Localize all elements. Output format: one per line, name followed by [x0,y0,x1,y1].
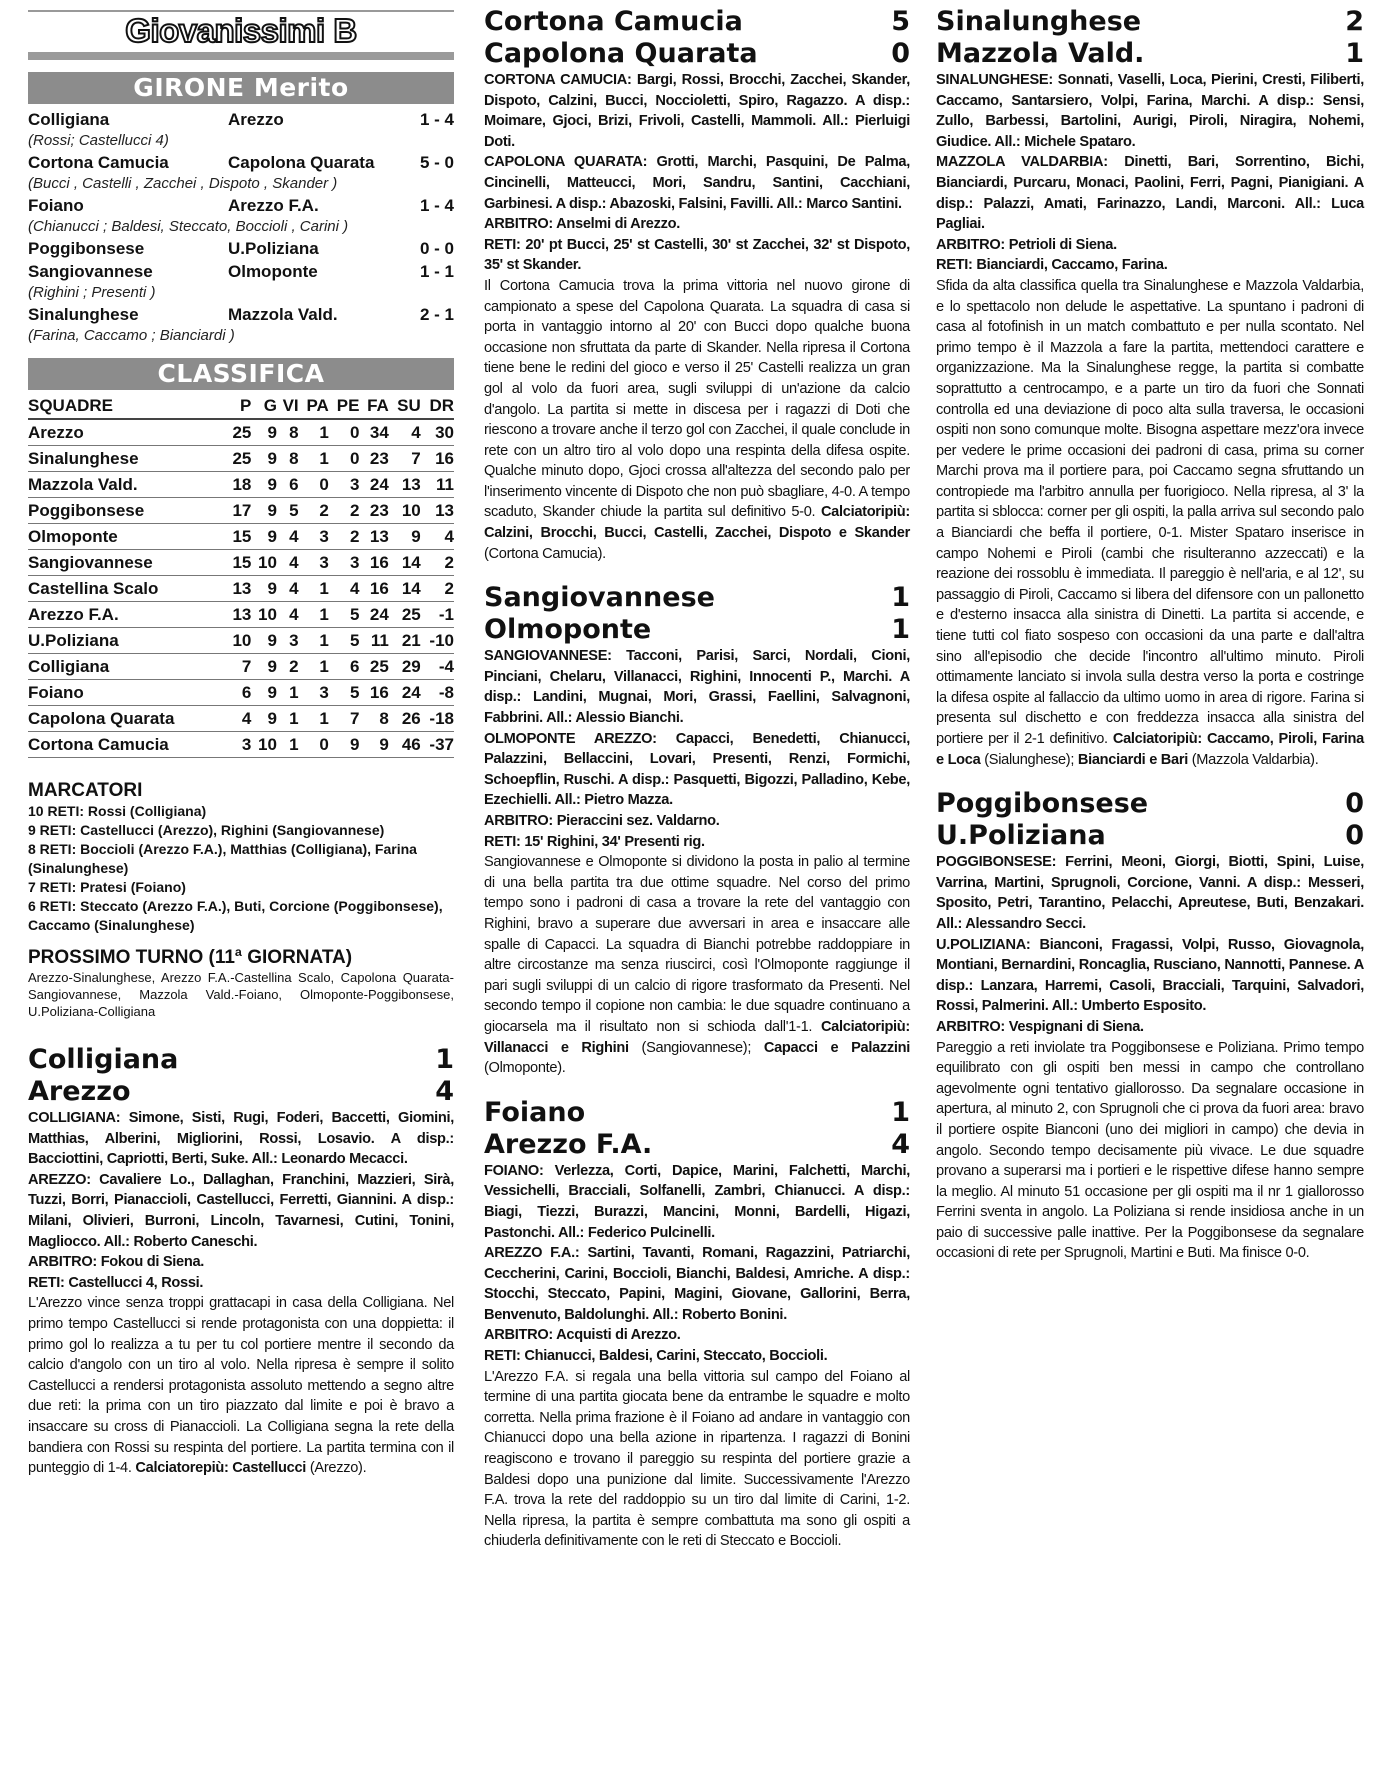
match-home-line: Cortona Camucia 5 [484,6,910,37]
lineup-away: U.POLIZIANA: Bianconi, Fragassi, Volpi, Russo, Giovagnola, Montiani, Bernardini, Roncaglia, Rusciano, Nannotti, Pannese. A disp.: Lanzara, Harremi, Casoli, Bracciali, Tarquini, Salvadori, Rossi, Palmerini. All.: Umberto Esposito. [936,936,1364,1015]
standings-value: 30 [421,419,454,446]
reti: RETI: Castellucci 4, Rossi. [28,1274,204,1291]
arbitro: ARBITRO: Anselmi di Arezzo. [484,216,680,233]
standings-value: 5 [329,602,360,628]
reti: RETI: Chianucci, Baldesi, Carini, Steccato, Boccioli. [484,1348,828,1365]
standings-value: 1 [277,706,299,732]
standings-value: 0 [299,732,329,758]
standings-value: 5 [329,680,360,706]
result-row: Colligiana Arezzo 1 - 4 [28,109,454,129]
standings-value: 1 [299,602,329,628]
standings-row [28,419,454,446]
standings-team: Castellina Scalo [28,576,226,602]
girone-heading: GIRONE Merito [28,72,454,104]
column-left [28,0,454,1479]
standings-team: Olmoponte [28,524,226,550]
results-list [28,108,454,346]
lineup-home: COLLIGIANA: Simone, Sisti, Rugi, Foderi, Baccetti, Giomini, Matthias, Alberini, Migliorini, Rossi, Losavio. A disp.: Bacciottini, Capriotti, Berti, Suke. All.: Leonardo Mecacci. [28,1110,454,1168]
match-report: Il Cortona Camucia trova la prima vittoria nel nuovo girone di campionato a spese del Capolona Quarata. La squadra di casa si porta in vantaggio intorno al 20' con Bucci dopo qualche buona occasione non sfruttata da parte di Skander. Nella ripresa il Cortona tiene bene le redini del gioco e verso il 25' Castelli realizza un gran gol al volo da fuori area, sugli sviluppi di un'azione da calcio d'angolo. La partita si mette in discesa per i ragazzi di Doti che riescono a trovare anche il terzo gol con Zacchei, il quale conclude in rete con un altro tiro al volo dopo una respinta della difesa ospite. Qualche minuto dopo, Gjoci crossa all'altezza del secondo palo per l'inserimento vincente di Dispoto che non può sbagliare, 4-0. A tempo scaduto, Skander chiude la partita sul definitivo 5-0. Calciatoripiù: Calzini, Brocchi, Bucci, Castelli, Zacchei, Dispoto e Skander (Cortona Camucia). [484,277,910,562]
standings-value: 10 [251,602,277,628]
standings-value: 1 [299,446,329,472]
standings-value: 9 [251,654,277,680]
match-home-line: Sinalunghese 2 [936,6,1364,37]
marcatori-line: 6 RETI: Steccato (Arezzo F.A.), Buti, Corcione (Poggibonsese), Caccamo (Sinalunghese) [28,898,443,933]
result-row: Sinalunghese Mazzola Vald. 2 - 1 [28,304,454,324]
standings-team: Mazzola Vald. [28,472,226,498]
standings-value: -4 [421,654,454,680]
match-away-line: Olmoponte 1 [484,614,910,646]
page-title: Giovanissimi B [28,10,454,50]
prossimo-turno-text: Arezzo-Sinalunghese, Arezzo F.A.-Castellina Scalo, Capolona Quarata-Sangiovannese, Mazzola Vald.-Foiano, Olmoponte-Poggibonsese, U.Poliziana-Colligiana [28,970,454,1019]
result-scorers: (Chianucci ; Baldesi, Steccato, Boccioli , Carini ) [28,218,349,235]
standings-value: 9 [251,498,277,524]
standings-value: 3 [226,732,252,758]
standings-row [28,628,454,654]
column-middle [484,0,910,1552]
arbitro: ARBITRO: Petrioli di Siena. [936,236,1117,253]
standings-team: Sangiovannese [28,550,226,576]
standings-value: 9 [251,706,277,732]
standings-value: 8 [277,446,299,472]
standings-team: Poggibonsese [28,498,226,524]
lineup-away: MAZZOLA VALDARBIA: Dinetti, Bari, Sorrentino, Bichi, Bianciardi, Purcaru, Monaci, Paolini, Ferri, Pagni, Pianigiani. A disp.: Palazzi, Amati, Farinazzo, Landi, Marconi. All.: Luca Pagliai. [936,154,1364,233]
standings-value: 9 [359,732,388,758]
standings-team: U.Poliziana [28,628,226,654]
marcatori-title: MARCATORI [28,780,143,801]
standings-value: 10 [251,550,277,576]
standings-value: 9 [251,628,277,654]
standings-value: 13 [226,576,252,602]
standings-value: 1 [277,680,299,706]
standings-value: 25 [226,446,252,472]
standings-value: 5 [329,628,360,654]
standings-value: 16 [421,446,454,472]
standings-value: 15 [226,524,252,550]
standings-value: 8 [359,706,388,732]
match-away-line: U.Poliziana 0 [936,820,1364,852]
standings-value: 9 [251,680,277,706]
standings-value: 0 [329,446,360,472]
standings-value: 8 [277,419,299,446]
standings-team: Cortona Camucia [28,732,226,758]
standings-value: -18 [421,706,454,732]
standings-value: 24 [359,472,388,498]
classifica-heading: CLASSIFICA [28,358,454,390]
title-band [28,52,454,60]
standings-value: 9 [389,524,421,550]
match-foiano-arezzofa [484,1097,910,1552]
standings-value: 17 [226,498,252,524]
standings-team: Arezzo [28,419,226,446]
standings-value: 3 [277,628,299,654]
standings-row [28,550,454,576]
match-report: L'Arezzo vince senza troppi grattacapi in casa della Colligiana. Nel primo tempo Castellucci si rende protagonista con una doppietta: il primo gol lo realizza a tu per tu col portiere mentre il secondo da calcio d'angolo con un tiro al volo. Nella ripresa è sempre il solito Castellucci a rendersi protagonista assoluto mettendo a segno altre due reti: la prima con un tiro piazzato dal limite e poi è bravo a insaccare su cross di Pianaccioli. La Colligiana segna la rete della bandiera con Rossi su respinta del portiere. La partita termina con il punteggio di 1-4. Calciatorepiù: Castellucci (Arezzo). [28,1295,454,1477]
standings-value: 7 [389,446,421,472]
standings-value: 11 [421,472,454,498]
standings-row [28,654,454,680]
match-home-line: Sangiovannese 1 [484,582,910,614]
standings-value: 1 [299,654,329,680]
standings-value: 1 [299,628,329,654]
standings-value: 1 [277,732,299,758]
marcatori-line: 7 RETI: Pratesi (Foiano) [28,879,186,895]
standings-value: 13 [389,472,421,498]
arbitro: ARBITRO: Acquisti di Arezzo. [484,1327,681,1344]
standings-table [28,394,454,758]
lineup-home: CORTONA CAMUCIA: Bargi, Rossi, Brocchi, Zacchei, Skander, Dispoto, Calzini, Bucci, Noccioletti, Spiro, Ragazzo. A disp.: Moimare, Gjoci, Brizi, Frivoli, Castelli, Mammoli. All.: Pierluigi Doti. [484,72,910,150]
standings-value: 4 [277,524,299,550]
standings-value: 13 [359,524,388,550]
standings-value: 29 [389,654,421,680]
standings-value: 10 [251,732,277,758]
standings-value: 9 [251,576,277,602]
standings-value: 1 [299,419,329,446]
standings-value: 46 [389,732,421,758]
standings-row [28,446,454,472]
standings-team: Arezzo F.A. [28,602,226,628]
standings-value: 13 [421,498,454,524]
match-away-line: Arezzo 4 [28,1076,454,1107]
standings-value: 3 [329,472,360,498]
standings-value: 25 [359,654,388,680]
standings-value: 24 [389,680,421,706]
standings-value: 5 [277,498,299,524]
arbitro: ARBITRO: Fokou di Siena. [28,1254,205,1271]
standings-value: 10 [226,628,252,654]
lineup-home: SINALUNGHESE: Sonnati, Vaselli, Loca, Pierini, Cresti, Filiberti, Caccamo, Santarsiero, Volpi, Farina, Marchi. A disp.: Sensi, Zullo, Barbessi, Bartolini, Aurigi, Piroli, Niragira, Nohemi, Giudice. All.: Michele Spataro. [936,72,1364,150]
match-colligiana-arezzo [28,1044,454,1479]
standings-value: 0 [329,419,360,446]
standings-value: 23 [359,446,388,472]
standings-value: 2 [277,654,299,680]
standings-value: 26 [389,706,421,732]
standings-value: 4 [277,576,299,602]
standings-row [28,524,454,550]
reti: RETI: Bianciardi, Caccamo, Farina. [936,257,1168,274]
lineup-home: FOIANO: Verlezza, Corti, Dapice, Marini, Falchetti, Marchi, Vessichelli, Bracciali, Solfanelli, Zambri, Chianucci. A disp.: Biagi, Tiezzi, Burazzi, Mancini, Monni, Bardelli, Higazi, Pastonchi. All.: Federico Pulcinelli. [484,1162,910,1241]
lineup-away: AREZZO F.A.: Sartini, Tavanti, Romani, Ragazzini, Patriarchi, Ceccherini, Carini, Boccioli, Bianchi, Baldesi, Amriche. A disp.: Stocchi, Steccato, Papini, Magini, Giovane, Gallorini, Berra, Benvenuto, Baldolunghi. All.: Roberto Bonini. [484,1245,910,1323]
standings-value: 4 [421,524,454,550]
match-poggibonsese-poliziana [936,788,1364,1264]
result-row: Foiano Arezzo F.A. 1 - 4 [28,195,454,215]
standings-value: 9 [329,732,360,758]
reti: RETI: 15' Righini, 34' Presenti rig. [484,833,705,850]
standings-value: 6 [277,472,299,498]
lineup-away: AREZZO: Cavaliere Lo., Dallaghan, Franchini, Mazzieri, Sirà, Tuzzi, Borri, Pianaccioli, Castellucci, Ferretti, Giannini. A disp.: Milani, Olivieri, Burroni, Lincoln, Tavarnesi, Cutini, Tonini, Magliocco. All.: Roberto Caneschi. [28,1171,454,1250]
standings-value: -8 [421,680,454,706]
standings-value: 13 [226,602,252,628]
standings-value: 9 [251,446,277,472]
arbitro: ARBITRO: Pieraccini sez. Valdarno. [484,813,720,829]
marcatori-line: 9 RETI: Castellucci (Arezzo), Righini (Sangiovannese) [28,822,385,838]
marcatori-line: 8 RETI: Boccioli (Arezzo F.A.), Matthias (Colligiana), Farina (Sinalunghese) [28,841,417,876]
standings-value: 9 [251,472,277,498]
result-row: Cortona Camucia Capolona Quarata 5 - 0 [28,152,454,172]
standings-team: Sinalunghese [28,446,226,472]
standings-value: 34 [359,419,388,446]
standings-row [28,602,454,628]
match-home-line: Poggibonsese 0 [936,788,1364,820]
standings-value: 24 [359,602,388,628]
result-row: Sangiovannese Olmoponte 1 - 1 [28,261,454,281]
match-home-line: Foiano 1 [484,1096,910,1128]
standings-value: 1 [299,576,329,602]
standings-value: 25 [226,419,252,446]
match-report: Sfida da alta classifica quella tra Sinalunghese e Mazzola Valdarbia, e lo spettacolo non delude le aspettative. La spuntano i padroni di casa al fotofinish in un match combattuto e per nulla scontato. Nel primo tempo è il Mazzola a fare la partita, mettendoci carattere e organizzazione. Ma la Sinalunghese regge, la partita si combatte soprattutto a centrocampo, e a parte un tiro da fuori che Sonnati controlla ed una deviazione di poco alta sulla traversa, le occasioni ospiti non sono comunque molte. Bisogna aspettare mezz'ora invece per vedere le prime occasioni dei padroni di casa, prima su corner Marchi prova ma il portiere para, poi Caccamo segna sfruttando un contropiede ma l'arbitro annulla per fuorigioco. Nella ripresa, al 3' la partita si sblocca: corner per gli ospiti, la palla arriva sul secondo palo a Bianciardi che beffa il portiere, 0-1. Mister Spataro inserisce in campo Nohemi e Piroli (cambi che risulteranno azzeccati) e la reazione dei rossoblu è immediata. Il pareggio è nell'aria, e al 12', su passaggio di Piroli, Caccamo si libera del difensore con un pallonetto e d'esterno insacca alla sinistra di Dinetti. La partita si accende, e tiene tutti col fiato sospeso con occasioni da una parte e dall'altra sino all'episodio che decide l'incontro all'ultimo minuto. Piroli ottimamente lanciato si invola sulla destra verso la porta e costringe la difesa ospite al fallaccio da ultimo uomo in area di rigore. Farina si presenta sul dischetto e con freddezza insacca alla sinistra del portiere per il 2-1 definitivo. Calciatoripiù: Caccamo, Piroli, Farina e Loca (Sialunghese); Bianciardi e Bari (Mazzola Valdarbia). [936,277,1364,768]
standings-value: 23 [359,498,388,524]
column-right [936,0,1364,1264]
standings-value: 2 [421,550,454,576]
standings-row [28,706,454,732]
standings-team: Colligiana [28,654,226,680]
standings-value: 4 [277,550,299,576]
standings-value: 25 [389,602,421,628]
result-row: Poggibonsese U.Poliziana 0 - 0 [28,238,454,258]
match-away-line: Mazzola Vald. 1 [936,38,1364,69]
standings-row [28,498,454,524]
standings-header-row: SQUADRE P G VI PA PE FA SU DR [28,394,454,419]
standings-team: Foiano [28,680,226,706]
standings-value: -37 [421,732,454,758]
lineup-away: OLMOPONTE AREZZO: Capacci, Benedetti, Chianucci, Palazzini, Bellaccini, Lovari, Presenti, Renzi, Formichi, Schoepflin, Ruschi. A disp.: Pasquetti, Bigozzi, Palladino, Kebe, Ezechielli. All.: Pietro Mazza. [484,730,910,809]
standings-value: 3 [299,550,329,576]
standings-value: 15 [226,550,252,576]
standings-row [28,472,454,498]
reti: RETI: 20' pt Bucci, 25' st Castelli, 30' st Zacchei, 32' st Dispoto, 35' st Skander. [484,236,910,274]
standings-value: 3 [299,680,329,706]
match-away-line: Arezzo F.A. 4 [484,1128,910,1160]
match-report: Sangiovannese e Olmoponte si dividono la posta in palio al termine di una bella partita tra due ottime squadre. Nel corso del primo tempo sono i padroni di casa a trovare la rete del vantaggio con Righini, bravo a superare due avversari in area e insaccare alle spalle di Capacci. La squadra di Bianchi potrebbe raddoppiare in altre circostanze ma senza riuscirci, così l'Olmoponte raggiunge il pari sugli sviluppi di un calcio di rigore trasformato da Presenti. Nel secondo tempo il copione non cambia: le due squadre continuano a giocarsela ma il risultato non si schioda dall'1-1. Calciatoripiù: Villanacci e Righini (Sangiovannese); Capacci e Palazzini (Olmoponte). [484,854,911,1077]
result-scorers: (Bucci , Castelli , Zacchei , Dispoto , Skander ) [28,175,338,192]
standings-value: 10 [389,498,421,524]
standings-value: -1 [421,602,454,628]
standings-value: 2 [329,498,360,524]
standings-value: 3 [299,524,329,550]
match-report: L'Arezzo F.A. si regala una bella vittoria sul campo del Foiano al termine di una partita giocata bene da entrambe le squadre e molto corretta. Nella prima frazione è il Foiano ad andare in vantaggio con Chianucci dopo una bella azione in ripartenza. I ragazzi di Bonini reagiscono e trovano il pareggio su respinta del portiere grazie a Baldesi dopo una punizione dal limite. Successivamente l'Arezzo F.A. trova la rete del raddoppio su un tiro dal limite di Carini, 1-2. Nella ripresa, la partita è sempre combattuta ma sono gli ospiti a chiuderla definitivamente con le reti di Steccato e Boccioli. [484,1368,910,1550]
standings-value: 11 [359,628,388,654]
standings-team: Capolona Quarata [28,706,226,732]
result-scorers: (Righini ; Presenti ) [28,284,156,301]
lineup-home: POGGIBONSESE: Ferrini, Meoni, Giorgi, Biotti, Spini, Luise, Varrina, Martini, Sprugnoli, Corcione, Vanni. A disp.: Messeri, Sposito, Petri, Tarantino, Pelacchi, Apreutese, Buti, Benzakari. All.: Alessandro Secci. [936,854,1364,932]
standings-value: 0 [299,472,329,498]
match-report: Pareggio a reti inviolate tra Poggibonsese e Poliziana. Primo tempo equilibrato con gli ospiti ben messi in campo che controllano agevolmente ogni tentativo giallorosso. Da segnalare occasione in apertura, al minuto 2, con Sprugnoli che ci prova da fuori area: bravo il portiere ospite Bianconi (uno dei migliori in campo) che devia in angolo. Secondo tempo decisamente più vivace. Le due squadre provano a superarsi ma i portieri e le rispettive difese hanno sempre la meglio. Al minuto 51 occasione per gli ospiti ma il nr 1 giallorosso Ferrini sventa in angolo. La Poliziana si rende insidiosa anche in un paio di successive palle inattive. Per la Poggibonsese da segnalare occasioni di rete per Sprugnoli, Martini e Buti. Ma finisce 0-0. [936,1039,1364,1262]
standings-value: 16 [359,680,388,706]
prossimo-turno-title: PROSSIMO TURNO (11ª GIORNATA) [28,947,353,968]
standings-value: 7 [226,654,252,680]
standings-value: 4 [277,602,299,628]
standings-row [28,680,454,706]
standings-value: 6 [329,654,360,680]
match-sangiovannese-olmoponte [484,582,910,1078]
match-sinalunghese-mazzola [936,6,1364,770]
standings-value: 16 [359,576,388,602]
standings-value: 14 [389,576,421,602]
standings-value: 9 [251,419,277,446]
standings-value: 16 [359,550,388,576]
standings-value: 1 [299,706,329,732]
standings-value: 3 [329,550,360,576]
standings-value: 2 [299,498,329,524]
standings-value: 4 [226,706,252,732]
marcatori-line: 10 RETI: Rossi (Colligiana) [28,803,207,819]
arbitro: ARBITRO: Vespignani di Siena. [936,1018,1144,1035]
match-cortona-capolona [484,6,910,564]
standings-value: 14 [389,550,421,576]
standings-value: -10 [421,628,454,654]
standings-value: 4 [389,419,421,446]
lineup-home: SANGIOVANNESE: Tacconi, Parisi, Sarci, Nordali, Cioni, Pinciani, Chelaru, Villanacci, Righini, Innocenti P., Marchi. A disp.: Landini, Mugnai, Mori, Grassi, Faellini, Salvagnoni, Fabbrini. All.: Alessio Bianchi. [484,648,910,727]
standings-value: 7 [329,706,360,732]
match-home-line: Colligiana 1 [28,1044,454,1075]
standings-row [28,732,454,758]
standings-value: 6 [226,680,252,706]
match-away-line: Capolona Quarata 0 [484,38,910,69]
standings-value: 4 [329,576,360,602]
standings-row [28,576,454,602]
standings-value: 21 [389,628,421,654]
result-scorers: (Farina, Caccamo ; Bianciardi ) [28,327,235,344]
standings-value: 18 [226,472,252,498]
lineup-away: CAPOLONA QUARATA: Grotti, Marchi, Pasquini, De Palma, Cincinelli, Matteucci, Mori, Sandru, Santini, Cacchiani, Garbinesi. A disp.: Abazoski, Falsini, Favilli. All.: Marco Santini. [484,154,910,212]
standings-value: 9 [251,524,277,550]
standings-value: 2 [329,524,360,550]
standings-value: 2 [421,576,454,602]
result-scorers: (Rossi; Castellucci 4) [28,132,169,149]
